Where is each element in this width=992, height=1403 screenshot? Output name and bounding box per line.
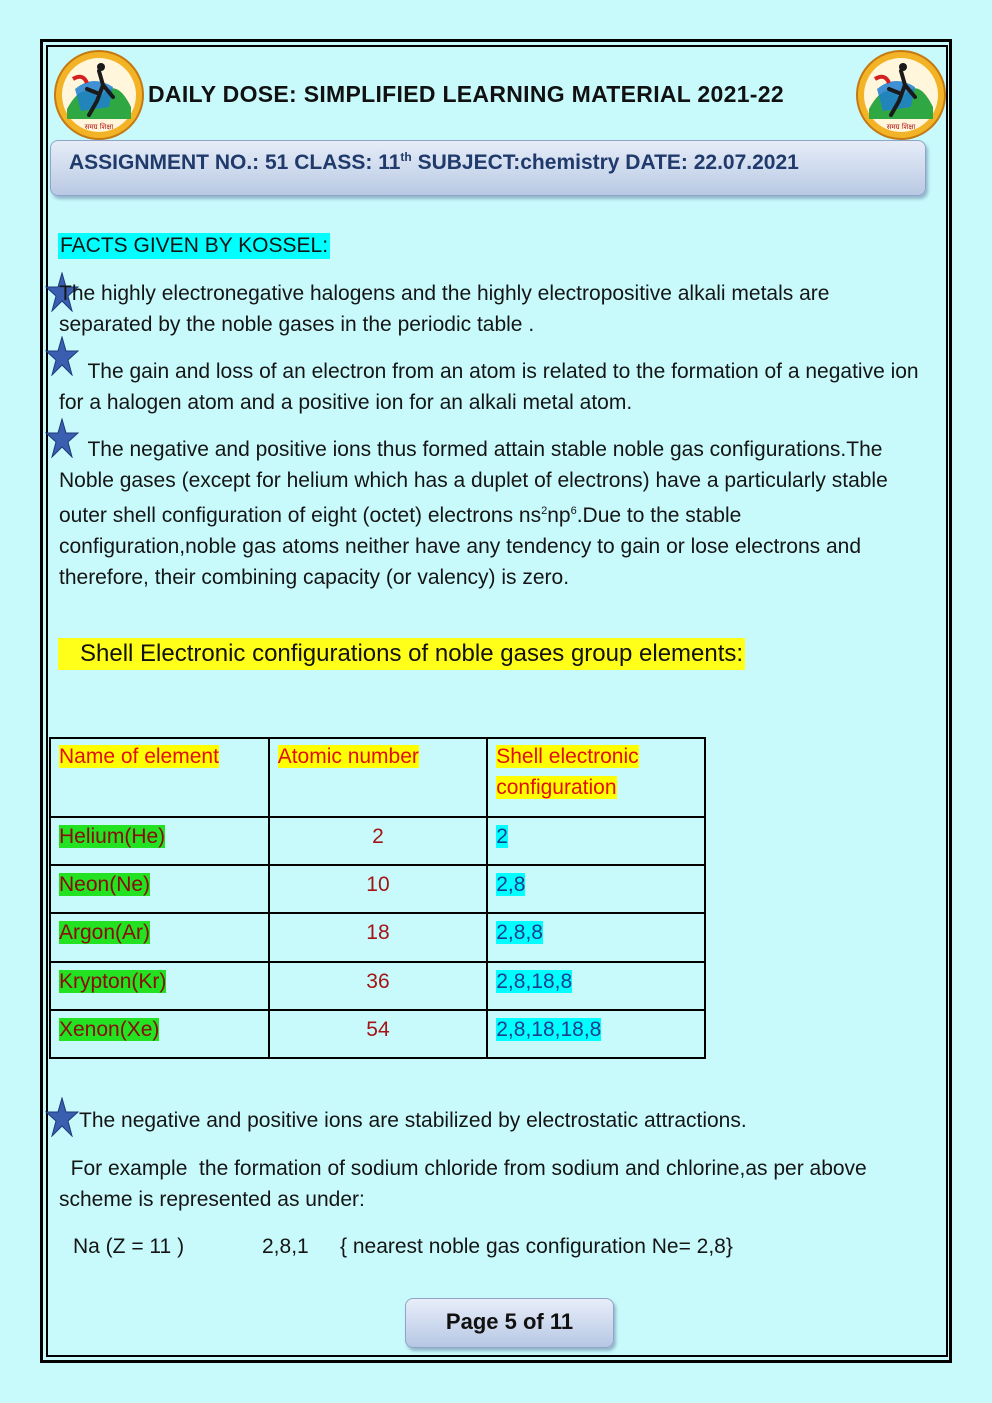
table-cell: [269, 962, 488, 1010]
example-text: For example the formation of sodium chloride from sodium and chlorine,as per above scheme is represented as under:: [59, 1157, 873, 1211]
point-4-text: The negative and positive ions are stabilized by electrostatic attractions.: [79, 1109, 747, 1132]
class-superscript: th: [400, 150, 412, 164]
atomic-number: 36: [366, 970, 390, 993]
table-cell: [50, 1010, 269, 1058]
table-cell: [487, 913, 705, 962]
shell-config: 2: [496, 825, 508, 848]
element-name: Krypton(Kr): [59, 970, 167, 993]
page-title: DAILY DOSE: SIMPLIFIED LEARNING MATERIAL 2021-22: [148, 81, 784, 107]
superscript-2: 2: [541, 505, 548, 517]
table-cell: [487, 865, 705, 913]
assignment-info: [69, 150, 799, 175]
samagra-shiksha-logo-left: [53, 49, 145, 141]
element-name: Neon(Ne): [59, 873, 151, 896]
table-cell: [50, 962, 269, 1010]
table-header-cell: [487, 738, 705, 817]
table-cell: [50, 913, 269, 962]
table-cell: [50, 865, 269, 913]
point-3-text: [59, 434, 919, 593]
svg-text:समग्र शिक्षा: समग्र शिक्षा: [886, 123, 916, 131]
header-config: Shell electronic configuration: [496, 745, 639, 799]
svg-text:समग्र शिक्षा: समग्र शिक्षा: [84, 123, 114, 131]
table-row: [50, 962, 705, 1010]
atomic-number: 54: [366, 1018, 390, 1041]
sodium-equation: [73, 1231, 933, 1262]
table-cell: [487, 817, 705, 865]
superscript-6: 6: [570, 505, 577, 517]
point-3-part-1: The negative and positive ions thus formed attain stable noble gas configurations.The Noble gases (except for helium which has a duplet of electrons) have a particularly stable outer shell configuration of eight (octet) electrons ns: [59, 438, 888, 527]
element-name: Xenon(Xe): [59, 1018, 160, 1041]
table-cell: [487, 962, 705, 1010]
noble-gas-table: [49, 737, 706, 1059]
table-header-row: [50, 738, 705, 817]
shell-config: 2,8,18,8: [496, 970, 573, 993]
table-cell: [487, 1010, 705, 1058]
shell-config: 2,8: [496, 873, 526, 896]
equation-atom: Na (Z = 11 ): [73, 1235, 185, 1258]
header-atomic: Atomic number: [277, 745, 419, 768]
point-2-text: [59, 356, 919, 418]
table-cell: [269, 1010, 488, 1058]
table-row: [50, 1010, 705, 1058]
atomic-number: 10: [366, 873, 390, 896]
facts-heading: FACTS GIVEN BY KOSSEL:: [60, 234, 329, 257]
atomic-number: 18: [366, 921, 390, 944]
table-row: [50, 817, 705, 865]
assignment-prefix: ASSIGNMENT NO.: 51 CLASS: 11: [69, 151, 401, 174]
section-heading: Shell Electronic configurations of noble gases group elements:: [58, 638, 745, 670]
assignment-suffix: SUBJECT:chemistry DATE: 22.07.2021: [411, 151, 799, 174]
element-name: Argon(Ar): [59, 921, 151, 944]
samagra-shiksha-logo-right: [855, 49, 947, 141]
equation-note: { nearest noble gas configuration Ne= 2,8}: [340, 1235, 733, 1258]
element-name: Helium(He): [59, 825, 166, 848]
point-1-text: The highly electronegative halogens and the highly electropositive alkali metals are separated by the noble gases in the periodic table .: [59, 282, 830, 336]
table-header-cell: [269, 738, 488, 817]
table-cell: [50, 817, 269, 865]
point-3-part-2: np: [547, 504, 571, 527]
shell-config: 2,8,18,18,8: [496, 1018, 602, 1041]
table-cell: [269, 913, 488, 962]
table-cell: [269, 865, 488, 913]
table-row: [50, 913, 705, 962]
point-3-part-3: .Due to the stable configuration,noble gas atoms neither have any tendency to gain or lose electrons and therefore, their combining capacity (or valency) is zero.: [59, 504, 862, 589]
page-number: Page 5 of 11: [405, 1298, 614, 1348]
atomic-number: 2: [372, 825, 384, 848]
star-bullet-icon: [45, 1097, 79, 1137]
table-row: [50, 865, 705, 913]
point-2-content: The gain and loss of an electron from an atom is related to the formation of a negative ion for a halogen atom and a positive ion for an alkali metal atom.: [59, 360, 919, 414]
table-cell: [269, 817, 488, 865]
table-header-cell: [50, 738, 269, 817]
equation-config: 2,8,1: [262, 1235, 309, 1258]
header-name: Name of element: [59, 745, 219, 768]
shell-config: 2,8,8: [496, 921, 543, 944]
